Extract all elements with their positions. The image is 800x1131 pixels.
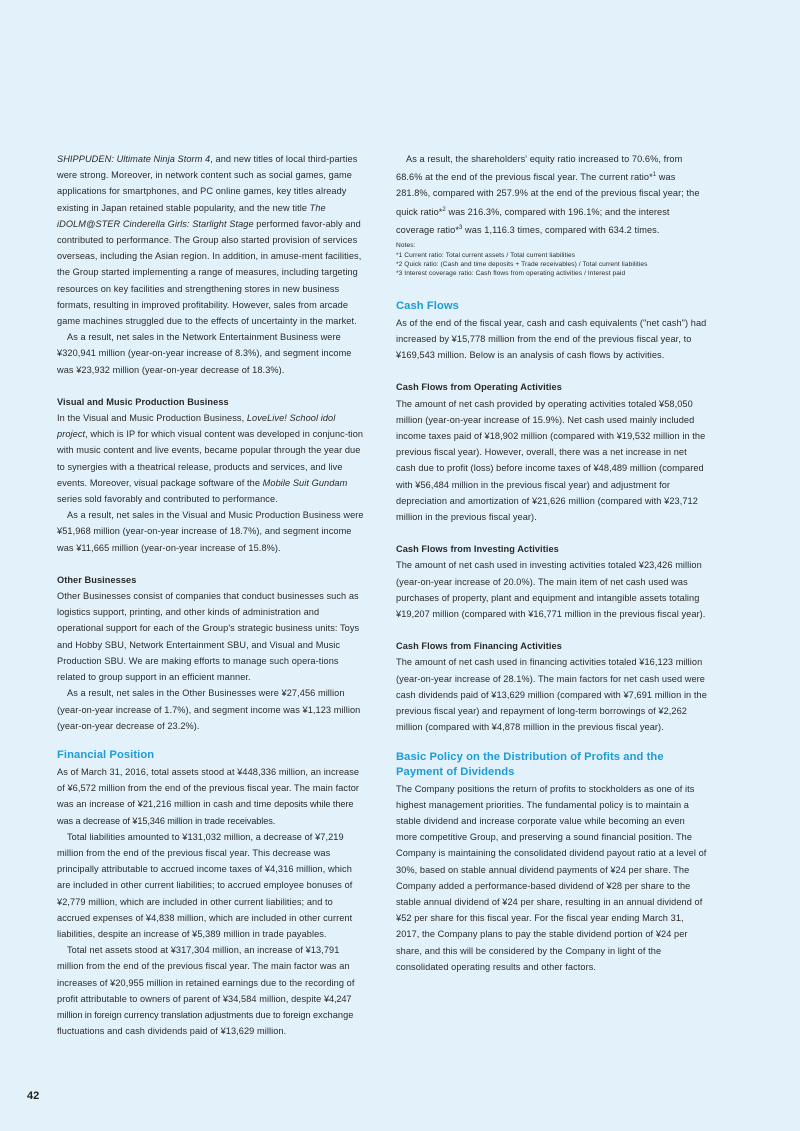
right-column	[396, 151, 708, 975]
operating-activities-heading: Cash Flows from Operating Activities	[396, 382, 562, 393]
investing-activities-paragraph: The amount of net cash used in investing activities totaled ¥23,426 million (year-on-year increase of 20.0%). The main item of net cash used was purchases of property, plant and equipment and intangible assets totaling ¥19,207 million (compared with ¥16,771 million in the previous fiscal year).	[396, 560, 706, 620]
total-assets-paragraph: As of March 31, 2016, total assets stood at ¥448,336 million, an increase of ¥6,572 million from the end of the previous fiscal year. The main factor was an increase of ¥21,216 million in cash and time deposits while there was a decrease of ¥15,346 million in trade receivables.	[57, 766, 360, 826]
ratio-notes	[396, 241, 708, 279]
dividend-policy-paragraph: The Company positions the return of profits to stockholders as one of its highest management priorities. The fundamental policy is to maintain a stable dividend and increase corporate value while becoming an even more competitive Group, and preserving a sound financial position. The Company is maintaining the consolidated dividend payout ratio at a level of 30%, based on stable annual dividend payments of ¥24 per share. The Company added a performance-based dividend of ¥28 per share to the stable annual dividend of ¥24 per share, resulting in an annual dividend of ¥52 per share for this fiscal year. For the fiscal year ending March 31, 2017, the Company plans to pay the stable dividend portion of ¥24 per share, and this will be considered by the Company in light of the consolidated operating results and other factors.	[396, 783, 707, 972]
total-liabilities-paragraph: Total liabilities amounted to ¥131,032 million, a decrease of ¥7,219 million from the end of the previous fiscal year. This decrease was principally attributable to accrued income taxes of ¥4,316 million, which are included in other current liabilities; to accrued employee bonuses of ¥2,779 million, which are included in other current liabilities; and to accrued expenses of ¥4,838 million, which are included in other current liabilities, despite an increase of ¥5,389 million in trade payables.	[57, 831, 353, 939]
ratios-paragraph: As a result, the shareholders' equity ratio increased to 70.6%, from 68.6% at the end of the previous fiscal year. The current ratio*$^1$ was 281.8%, compared with 257.9% at the end of the previous fiscal year; the quick ratio*$^2$ was 216.3%, compared with 196.1%; and the interest coverage ratio*$^3$ was 1,116.3 times, compared with 634.2 times.	[396, 154, 700, 235]
left-column	[57, 151, 367, 1039]
note-current-ratio: *1 Current ratio: Total current assets / Total current liabilities	[396, 251, 576, 259]
financing-activities-heading: Cash Flows from Financing Activities	[396, 641, 562, 652]
network-paragraph: SHIPPUDEN: Ultimate Ninja Storm 4, and new titles of local third-parties were strong. Moreover, in network content such as social games, game applications for smartphones, and PC online games, key titles already existing in Japan retained stable popularity, and the new title The iDOLM@STER Cinderella Girls: Starlight Stage performed favor-ably and contributed to performance. The Group also started provision of services overseas, including the Asian region. In addition, in amuse-ment facilities, the Group started implementing a range of measures, including targeting resources on key facilities and strengthening stores in new business formats, resulting in improved profitability. However, sales from arcade game machines struggled due to the effects of uncertainty in the market.	[57, 154, 362, 327]
other-businesses-results-paragraph: As a result, net sales in the Other Businesses were ¥27,456 million (year-on-year increase of 1.7%), and segment income was ¥1,123 million (year-on-year decrease of 23.2%).	[57, 688, 361, 731]
financing-activities-paragraph: The amount of net cash used in financing activities totaled ¥16,123 million (year-on-year increase of 28.1%). The main factors for net cash used were cash dividends paid of ¥13,629 million (compared with ¥7,691 million in the previous fiscal year) and repayment of long-term borrowings of ¥2,262 million (compared with ¥4,878 million in the previous fiscal year).	[396, 657, 707, 733]
notes-label: Notes:	[396, 242, 416, 250]
other-businesses-heading: Other Businesses	[57, 574, 137, 585]
visual-music-heading: Visual and Music Production Business	[57, 396, 229, 407]
visual-music-paragraph: In the Visual and Music Production Business, LoveLive! School idol project, which is IP for which visual content was developed in conjunc-tion with music content and live events, became popular through the year due to synergies with a theatrical release, products and services, and live events. Moreover, visual package software of the Mobile Suit Gundam series sold favorably and contributed to performance.	[57, 413, 364, 505]
note-quick-ratio: *2 Quick ratio: (Cash and time deposits + Trade receivables) / Total current liabilities	[396, 261, 648, 269]
note-interest-coverage: *3 Interest coverage ratio: Cash flows from operating activities / Interest paid	[396, 270, 626, 278]
investing-activities-heading: Cash Flows from Investing Activities	[396, 544, 559, 555]
net-assets-paragraph: Total net assets stood at ¥317,304 million, an increase of ¥13,791 million from the end of the previous fiscal year. The main factor was an increases of ¥20,955 million in retained earnings due to the recording of profit attributable to owners of parent of ¥34,584 million, despite ¥4,247 million in foreign currency translation adjustments due to foreign exchange fluctuations and cash dividends paid of ¥13,629 million.	[57, 945, 355, 1037]
dividend-policy-heading: Basic Policy on the Distribution of Profits and the Payment of Dividends	[396, 750, 664, 778]
page-number: 42	[27, 1090, 40, 1102]
visual-music-results-paragraph: As a result, net sales in the Visual and Music Production Business were ¥51,968 million (year-on-year increase of 18.7%), and segment income was ¥11,665 million (year-on-year increase of 15.8%).	[57, 510, 364, 553]
other-businesses-paragraph: Other Businesses consist of companies that conduct businesses such as logistics support, printing, and other kinds of administration and operational support for each of the Group's strategic business units: Toys and Hobby SBU, Network Entertainment SBU, and Visual and Music Production SBU. We are making efforts to manage such opera-tions related to group support in an efficient manner.	[57, 591, 360, 683]
financial-position-heading: Financial Position	[57, 748, 155, 761]
network-results-paragraph: As a result, net sales in the Network Entertainment Business were ¥320,941 million (year-on-year increase of 8.3%), and segment income was ¥23,932 million (year-on-year decrease of 18.3%).	[57, 332, 352, 375]
cash-flows-paragraph: As of the end of the fiscal year, cash and cash equivalents ("net cash") had increased by ¥15,778 million from the end of the previous fiscal year, to ¥169,543 million. Below is an analysis of cash flows by activities.	[396, 317, 707, 361]
cash-flows-heading: Cash Flows	[396, 299, 459, 312]
operating-activities-paragraph: The amount of net cash provided by operating activities totaled ¥58,050 million (year-on-year increase of 15.9%). Net cash used mainly included income taxes paid of ¥18,902 million (compared with ¥19,532 million in the previous fiscal year). However, overall, there was a net increase in net cash due to profit (loss) before income taxes of ¥48,489 million (compared with ¥56,484 million in the previous fiscal year) and adjustment for depreciation and amortization of ¥21,626 million (compared with ¥23,712 million in the previous fiscal year).	[396, 398, 706, 523]
